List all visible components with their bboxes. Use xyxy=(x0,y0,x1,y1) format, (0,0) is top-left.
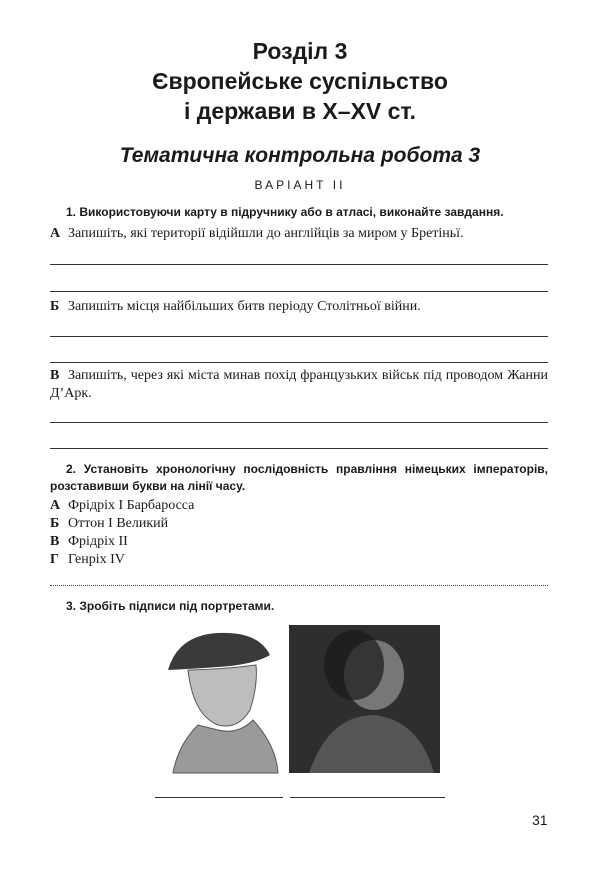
task-letter: В xyxy=(50,368,60,383)
section-title-line3: і держави в X–XV ст. xyxy=(183,98,417,124)
task-1b xyxy=(50,298,550,316)
option-text: Фрідріх І Барбаросса xyxy=(68,498,195,513)
option-text: Фрідріх ІІ xyxy=(68,534,128,549)
section-title-line2: Європейське суспільство xyxy=(152,68,448,94)
task-text: Запишіть, які території відійшли до англійців за миром у Бретіньї. xyxy=(68,226,464,241)
answer-line[interactable] xyxy=(50,264,548,265)
option-text: Оттон І Великий xyxy=(68,516,169,531)
portrait-bust-image xyxy=(158,625,283,775)
option-letter: А xyxy=(50,498,61,513)
task-letter: Б xyxy=(50,299,60,314)
question-1: 1. Використовуючи карту в підручнику або в атласі, виконайте завдання. xyxy=(66,205,504,219)
question-3: 3. Зробіть підписи під портретами. xyxy=(66,599,275,613)
portrait-painting-image xyxy=(289,625,440,773)
task-1a xyxy=(50,225,550,243)
option-letter: В xyxy=(50,534,60,549)
answer-line[interactable] xyxy=(50,336,548,337)
question-2: 2. Установіть хронологічну послідовність правління німецьких імператорів, розставивши букви на лінії часу. xyxy=(50,462,548,493)
caption-line-left[interactable] xyxy=(155,797,283,798)
option-letter: Г xyxy=(50,552,59,567)
answer-line[interactable] xyxy=(50,362,548,363)
task-text: Запишіть місця найбільших битв періоду Столітньої війни. xyxy=(68,299,421,314)
answer-line[interactable] xyxy=(50,422,548,423)
option-a xyxy=(50,497,194,515)
option-text: Генріх IV xyxy=(68,552,125,567)
option-c xyxy=(50,533,128,551)
timeline-dotted-line[interactable] xyxy=(50,585,548,586)
task-1c xyxy=(50,367,548,403)
answer-line[interactable] xyxy=(50,291,548,292)
option-d xyxy=(50,551,125,569)
test-title: Тематична контрольна робота 3 xyxy=(119,144,481,167)
answer-line[interactable] xyxy=(50,448,548,449)
page-number: 31 xyxy=(532,812,548,828)
caption-line-right[interactable] xyxy=(290,797,445,798)
option-b xyxy=(50,515,168,533)
option-letter: Б xyxy=(50,516,60,531)
task-letter: А xyxy=(50,226,61,241)
variant-label: ВАРІАНТ ІІ xyxy=(254,178,346,192)
section-title-line1: Розділ 3 xyxy=(252,38,348,64)
task-text: Запишіть, через які міста минав похід французьких військ під проводом Жанни Д’Арк. xyxy=(50,368,548,401)
